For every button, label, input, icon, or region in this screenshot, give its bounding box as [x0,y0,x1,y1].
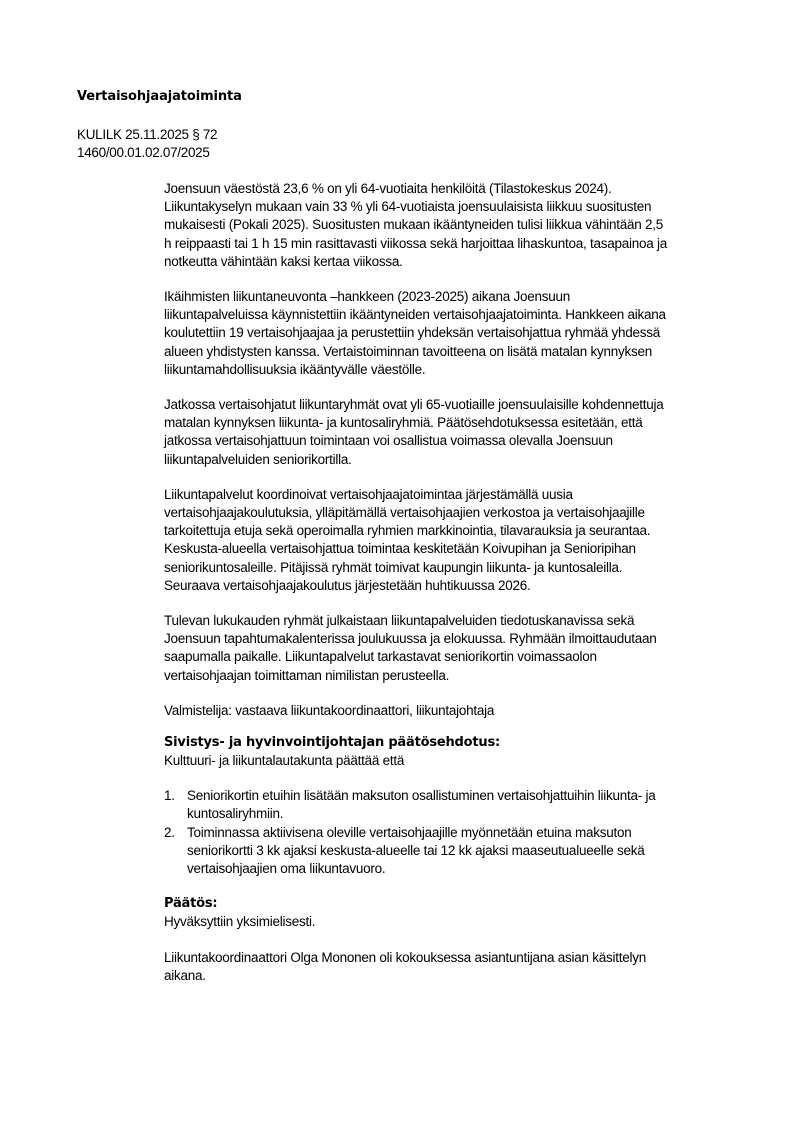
text-line: seniorikuntosaleille. Pitäjissä ryhmät toimivat kaupungin liikunta- ja kuntosaleilla. [164,559,623,575]
text-line: notkeutta vähintään kaksi kertaa viikossa. [164,253,403,269]
text-line: seniorikortti 3 kk ajaksi keskusta-alueelle tai 12 kk ajaksi maaseutualueelle sekä [187,842,645,858]
text-line: vertaisohjaajakoulutuksia, ylläpitämällä vertaisohjaajien verkostoa ja vertaisohjaajille [164,505,645,521]
record-number: 1460/00.01.02.07/2025 [77,145,210,160]
text-line: h reippaasti tai 1 h 15 min rasittavasti viikossa sekä harjoittaa lihaskuntoa, tasapainoa ja [164,235,668,251]
text-line: Jatkossa vertaisohjatut liikuntaryhmät ovat yli 65-vuotiaille joensuulaisille kohdennettuja [164,397,664,413]
text-line: Liikuntakoordinaattori Olga Mononen oli kokouksessa asiantuntijana asian käsittelyn [164,949,647,965]
proposal-list [164,787,744,878]
text-line: kuntosaliryhmiin. [187,806,284,822]
paragraph-project-background [164,288,744,379]
proposal-list-item [164,787,744,823]
text-line: aikana. [164,967,206,983]
text-line: vertaisohjaajien oma liikuntavuoro. [187,861,386,877]
text-line: Keskusta-alueella vertaisohjattua toimintaa keskitetään Koivupihan ja Senioripihan [164,541,636,557]
text-line: vertaisohjaajan toimittaman nimilistan perusteella. [164,667,450,683]
text-line: matalan kynnyksen liikunta- ja kuntosaliryhmiä. Päätösehdotuksessa esitetään, että [164,415,643,431]
text-line: Liikuntapalvelut koordinoivat vertaisohjaajatoimintaa järjestämällä uusia [164,486,573,502]
proposal-section [164,734,744,878]
paragraph-future-groups [164,396,744,469]
text-line: Liikuntakyselyn mukaan vain 33 % yli 64-vuotiaista joensuulaisista liikkuu suositusten [164,199,652,215]
text-line: jatkossa vertaisohjattuun toimintaan voi osallistua voimassa olevalla Joensuun [164,433,613,449]
list-number: 1. [164,788,175,804]
meeting-reference: KULILK 25.11.2025 § 72 [77,127,218,142]
decision-section [164,895,744,931]
text-line: alueen yhdistysten kanssa. Vertaistoiminnan tavoitteena on lisätä matalan kynnyksen [164,343,653,359]
text-line: Toiminnassa aktiivisena oleville vertaisohjaajille myönnetään etuina maksuton [187,824,632,840]
text-line: liikuntapalveluiden seniorikortilla. [164,451,352,467]
text-line: mukaisesti (Pokali 2025). Suositusten mukaan ikääntyneiden tulisi liikkua vähintään 2,5 [164,217,664,233]
paragraph-publication [164,612,744,685]
proposal-list-item [164,824,744,879]
closing-note [164,949,744,985]
document-body [164,180,744,1002]
paragraph-coordination [164,486,744,595]
document-meta [77,126,217,162]
document-title: Vertaisohjaajatoiminta [77,89,242,104]
text-line: saapumalla paikalle. Liikuntapalvelut tarkastavat seniorikortin voimassaolon [164,649,597,665]
paragraph-population-statistics [164,180,744,271]
decision-heading: Päätös: [164,896,218,912]
paragraph-preparer [164,702,744,720]
proposal-heading: Sivistys- ja hyvinvointijohtajan päätösehdotus: [164,735,500,751]
text-line: liikuntapalveluissa käynnistettiin ikääntyneiden vertaisohjaajatoiminta. Hankkeen aikana [164,307,666,323]
text-line: Seniorikortin etuihin lisätään maksuton osallistuminen vertaisohjattuihin liikunta- ja [187,788,656,804]
text-line: Tulevan lukukauden ryhmät julkaistaan liikuntapalveluiden tiedotuskanavissa sekä [164,613,635,629]
text-line: Joensuun tapahtumakalenterissa joulukuussa ja elokuussa. Ryhmään ilmoittaudutaan [164,631,657,647]
list-number: 2. [164,824,175,840]
decision-text: Hyväksyttiin yksimielisesti. [164,914,316,930]
text-line: tarkoitettuja etuja sekä operoimalla ryhmien markkinointia, tilavarauksia ja seurantaa. [164,523,651,539]
text-line: Joensuun väestöstä 23,6 % on yli 64-vuotiaita henkilöitä (Tilastokeskus 2024). [164,181,612,196]
text-line: liikuntamahdollisuuksia ikääntyvälle väestölle. [164,361,426,377]
text-line: Seuraava vertaisohjaajakoulutus järjestetään huhtikuussa 2026. [164,577,531,593]
text-line: koulutettiin 19 vertaisohjaajaa ja perustettiin yhdeksän vertaisohjattua ryhmää yhdessä [164,325,661,341]
proposal-intro: Kulttuuri- ja liikuntalautakunta päättää että [164,753,405,769]
text-line: Ikäihmisten liikuntaneuvonta –hankkeen (2023-2025) aikana Joensuun [164,289,571,305]
preparer-line: Valmistelija: vastaava liikuntakoordinaattori, liikuntajohtaja [164,702,495,718]
